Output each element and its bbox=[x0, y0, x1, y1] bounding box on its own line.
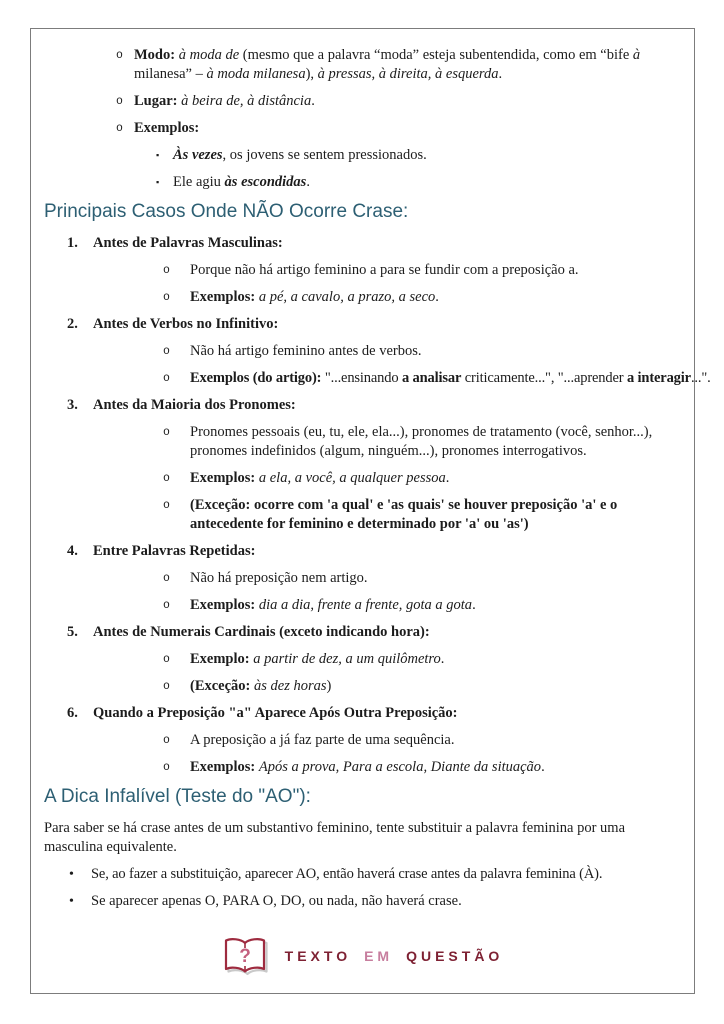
case-6-title bbox=[44, 704, 682, 723]
case-4-sub-1-text: Não há preposição nem artigo. bbox=[190, 570, 368, 586]
list-number: 2. bbox=[67, 316, 78, 332]
open-book-question-icon bbox=[222, 934, 268, 978]
case-6-sub-2 bbox=[44, 758, 682, 777]
case-4-title bbox=[44, 542, 682, 561]
question-mark: ? bbox=[238, 946, 251, 967]
circle-bullet-marker: o bbox=[163, 599, 170, 612]
example-item-text: Às vezes, os jovens se sentem pressionados. bbox=[173, 147, 427, 163]
case-3-sub-3 bbox=[44, 496, 682, 534]
heading-dica-infalivel: A Dica Infalível (Teste do "AO"): bbox=[44, 786, 311, 807]
case-3-sub-1-text: Pronomes pessoais (eu, tu, ele, ela...), pronomes de tratamento (você, senhor...), pronomes indefinidos (algum, ninguém...), pronomes interrogativos. bbox=[190, 424, 653, 459]
case-1-sub-1 bbox=[44, 261, 682, 280]
circle-bullet-marker: o bbox=[163, 734, 170, 747]
disc-bullet-marker: • bbox=[69, 867, 74, 882]
case-1-title bbox=[44, 234, 682, 253]
case-3-sub-2 bbox=[44, 469, 682, 488]
case-3-title bbox=[44, 396, 682, 415]
list-number: 4. bbox=[67, 543, 78, 559]
case-4-sub-2 bbox=[44, 596, 682, 615]
intro-bullet-lugar-text: Lugar: à beira de, à distância. bbox=[134, 93, 315, 109]
circle-bullet-marker: o bbox=[163, 345, 170, 358]
case-2-sub-1 bbox=[44, 342, 682, 361]
case-6-sub-2-text: Exemplos: Após a prova, Para a escola, Diante da situação. bbox=[190, 759, 545, 775]
case-1-sub-1-text: Porque não há artigo feminino a para se fundir com a preposição a. bbox=[190, 262, 579, 278]
circle-bullet-marker: o bbox=[116, 49, 123, 62]
tip-bullet-1-text: Se, ao fazer a substituição, aparecer AO, então haverá crase antes da palavra feminina (À). bbox=[91, 866, 603, 882]
case-2-sub-1-text: Não há artigo feminino antes de verbos. bbox=[190, 343, 422, 359]
tip-paragraph: Para saber se há crase antes de um substantivo feminino, tente substituir a palavra feminina por uma masculina equivalente. bbox=[44, 820, 626, 855]
case-5-sub-1 bbox=[44, 650, 682, 669]
example-item bbox=[44, 146, 682, 165]
circle-bullet-marker: o bbox=[163, 653, 170, 666]
case-6-sub-1 bbox=[44, 731, 682, 750]
circle-bullet-marker: o bbox=[163, 472, 170, 485]
case-3-title-text: Antes da Maioria dos Pronomes: bbox=[93, 397, 296, 413]
case-4-sub-1 bbox=[44, 569, 682, 588]
case-6-title-text: Quando a Preposição "a" Aparece Após Outra Preposição: bbox=[93, 705, 458, 721]
circle-bullet-marker: o bbox=[163, 372, 170, 385]
case-2-sub-2 bbox=[44, 369, 711, 388]
tip-bullet-2 bbox=[44, 892, 682, 911]
case-3-sub-2-text: Exemplos: a ela, a você, a qualquer pessoa. bbox=[190, 470, 450, 486]
wordmark-em: EM bbox=[364, 948, 394, 964]
circle-bullet-marker: o bbox=[116, 122, 123, 135]
case-5-title bbox=[44, 623, 682, 642]
intro-bullet-exemplos bbox=[44, 119, 682, 138]
circle-bullet-marker: o bbox=[163, 499, 170, 512]
square-bullet-marker: ▪ bbox=[156, 150, 160, 160]
intro-bullet-exemplos-text: Exemplos: bbox=[134, 120, 200, 136]
case-2-title bbox=[44, 315, 682, 334]
wordmark-questao: QUESTÃO bbox=[406, 948, 504, 964]
intro-bullet-modo-text: Modo: à moda de (mesmo que a palavra “moda” esteja subentendida, como em “bife à milanesa” – à moda milanesa), à pressas, à direita, à esquerda. bbox=[134, 47, 641, 82]
case-2-sub-2-text: Exemplos (do artigo): "...ensinando a analisar criticamente...", "...aprender a interagir...". bbox=[190, 370, 711, 386]
case-3-sub-3-text: (Exceção: ocorre com 'a qual' e 'as quais' se houver preposição 'a' e o antecedente for feminino e determinado por 'a' ou 'as') bbox=[190, 497, 618, 532]
case-6-sub-1-text: A preposição a já faz parte de uma sequência. bbox=[190, 732, 455, 748]
document-page bbox=[30, 28, 711, 994]
case-3-sub-1 bbox=[44, 423, 682, 461]
list-number: 5. bbox=[67, 624, 78, 640]
case-1-sub-2 bbox=[44, 288, 682, 307]
case-4-sub-2-text: Exemplos: dia a dia, frente a frente, gota a gota. bbox=[190, 597, 476, 613]
wordmark-texto: TEXTO bbox=[284, 948, 352, 964]
circle-bullet-marker: o bbox=[163, 572, 170, 585]
circle-bullet-marker: o bbox=[116, 95, 123, 108]
wordmark bbox=[285, 948, 504, 964]
heading-principais-casos: Principais Casos Onde NÃO Ocorre Crase: bbox=[44, 201, 409, 222]
case-5-sub-1-text: Exemplo: a partir de dez, a um quilômetro. bbox=[190, 651, 445, 667]
case-2-title-text: Antes de Verbos no Infinitivo: bbox=[93, 316, 279, 332]
circle-bullet-marker: o bbox=[163, 761, 170, 774]
intro-bullet-modo bbox=[44, 46, 682, 84]
example-item bbox=[44, 173, 682, 192]
square-bullet-marker: ▪ bbox=[156, 177, 160, 187]
circle-bullet-marker: o bbox=[163, 264, 170, 277]
list-number: 3. bbox=[67, 397, 78, 413]
tip-bullet-2-text: Se aparecer apenas O, PARA O, DO, ou nada, não haverá crase. bbox=[91, 893, 462, 909]
example-item-text: Ele agiu às escondidas. bbox=[173, 174, 310, 190]
circle-bullet-marker: o bbox=[163, 291, 170, 304]
case-5-sub-2 bbox=[44, 677, 682, 696]
case-1-title-text: Antes de Palavras Masculinas: bbox=[93, 235, 283, 251]
tip-bullet-1 bbox=[44, 865, 682, 884]
circle-bullet-marker: o bbox=[163, 426, 170, 439]
list-number: 6. bbox=[67, 705, 78, 721]
case-5-title-text: Antes de Numerais Cardinais (exceto indicando hora): bbox=[93, 624, 430, 640]
case-5-sub-2-text: (Exceção: às dez horas) bbox=[190, 678, 332, 694]
list-number: 1. bbox=[67, 235, 78, 251]
disc-bullet-marker: • bbox=[69, 894, 74, 909]
brand-logo bbox=[31, 934, 694, 978]
intro-bullet-lugar bbox=[44, 92, 682, 111]
case-4-title-text: Entre Palavras Repetidas: bbox=[93, 543, 256, 559]
case-1-sub-2-text: Exemplos: a pé, a cavalo, a prazo, a seco. bbox=[190, 289, 439, 305]
circle-bullet-marker: o bbox=[163, 680, 170, 693]
